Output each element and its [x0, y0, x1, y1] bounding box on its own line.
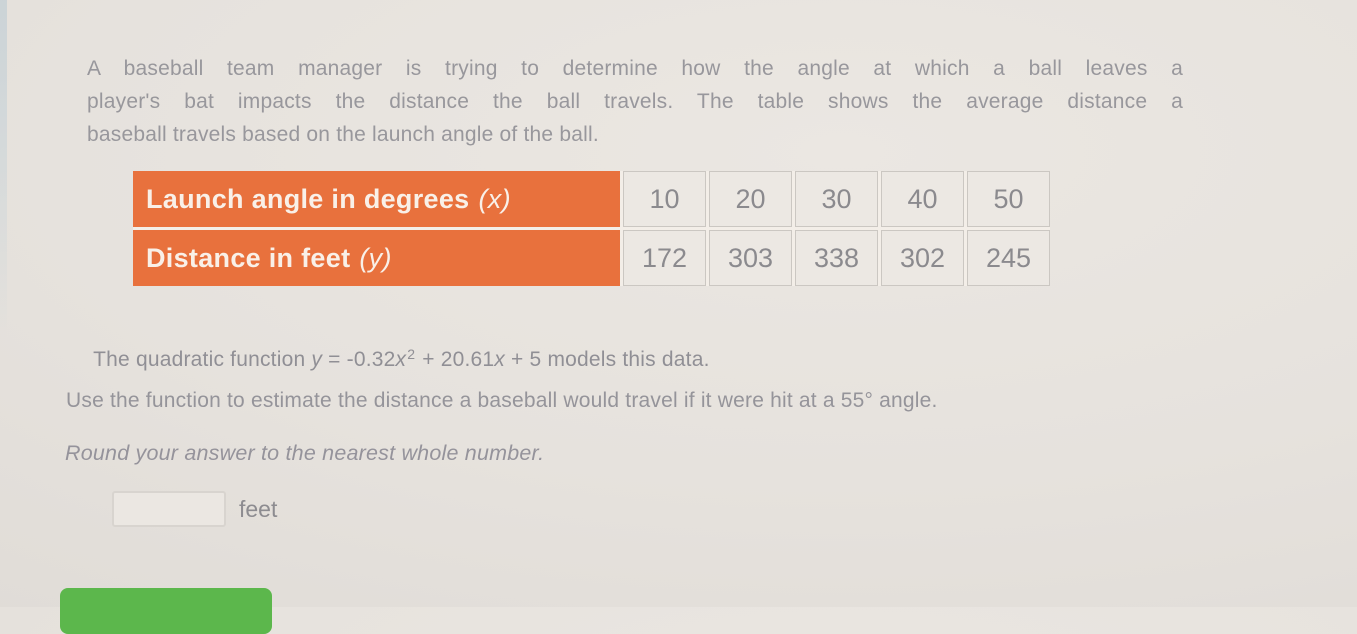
- table-cell: 10: [623, 171, 706, 227]
- answer-input[interactable]: [112, 491, 226, 527]
- table-row-header-launch-angle: [133, 171, 620, 227]
- submit-button[interactable]: [60, 588, 272, 634]
- formula-term1-coeff: -0.32: [346, 348, 396, 371]
- formula-term1-var: x: [395, 348, 407, 371]
- answer-area: [112, 491, 277, 527]
- function-statement-suffix: models this data.: [541, 348, 710, 371]
- formula-lhs: y: [311, 348, 323, 371]
- table-cell: 40: [881, 171, 964, 227]
- table-cell: 338: [795, 230, 878, 286]
- problem-statement: [87, 52, 1183, 151]
- table-cell: 245: [967, 230, 1050, 286]
- table-cell: 20: [709, 171, 792, 227]
- photo-edge-artifact: [0, 0, 7, 340]
- unit-label: feet: [239, 495, 278, 522]
- row-header-variable: (x): [478, 183, 511, 214]
- question-instruction: Use the function to estimate the distance a baseball would travel if it were hit at a 55° angle.: [66, 389, 938, 412]
- formula-equals: =: [322, 348, 347, 371]
- problem-statement-line: baseball travels based on the launch angle of the ball.: [87, 123, 599, 146]
- row-header-variable: (y): [359, 242, 392, 273]
- function-statement-prefix: The quadratic function: [93, 348, 312, 371]
- row-header-label: Distance in feet: [146, 242, 351, 273]
- function-statement: [69, 322, 710, 396]
- table-cell: 302: [881, 230, 964, 286]
- rounding-note: Round your answer to the nearest whole number.: [65, 441, 545, 465]
- row-header-label: Launch angle in degrees: [146, 183, 470, 214]
- table-cell: 30: [795, 171, 878, 227]
- formula-term3: + 5: [505, 348, 542, 371]
- formula-term1-exponent: 2: [407, 346, 416, 362]
- formula-term2: + 20.61: [416, 348, 495, 371]
- launch-angle-table: [133, 171, 1050, 286]
- problem-statement-line: A baseball team manager is trying to determine how the angle at which a ball leaves a: [87, 57, 1183, 80]
- problem-statement-line: player's bat impacts the distance the ball travels. The table shows the average distance a: [87, 90, 1183, 113]
- formula-term2-var: x: [494, 348, 505, 371]
- table-cell: 303: [709, 230, 792, 286]
- table-cell: 172: [623, 230, 706, 286]
- table-row-header-distance: [133, 230, 620, 286]
- table-cell: 50: [967, 171, 1050, 227]
